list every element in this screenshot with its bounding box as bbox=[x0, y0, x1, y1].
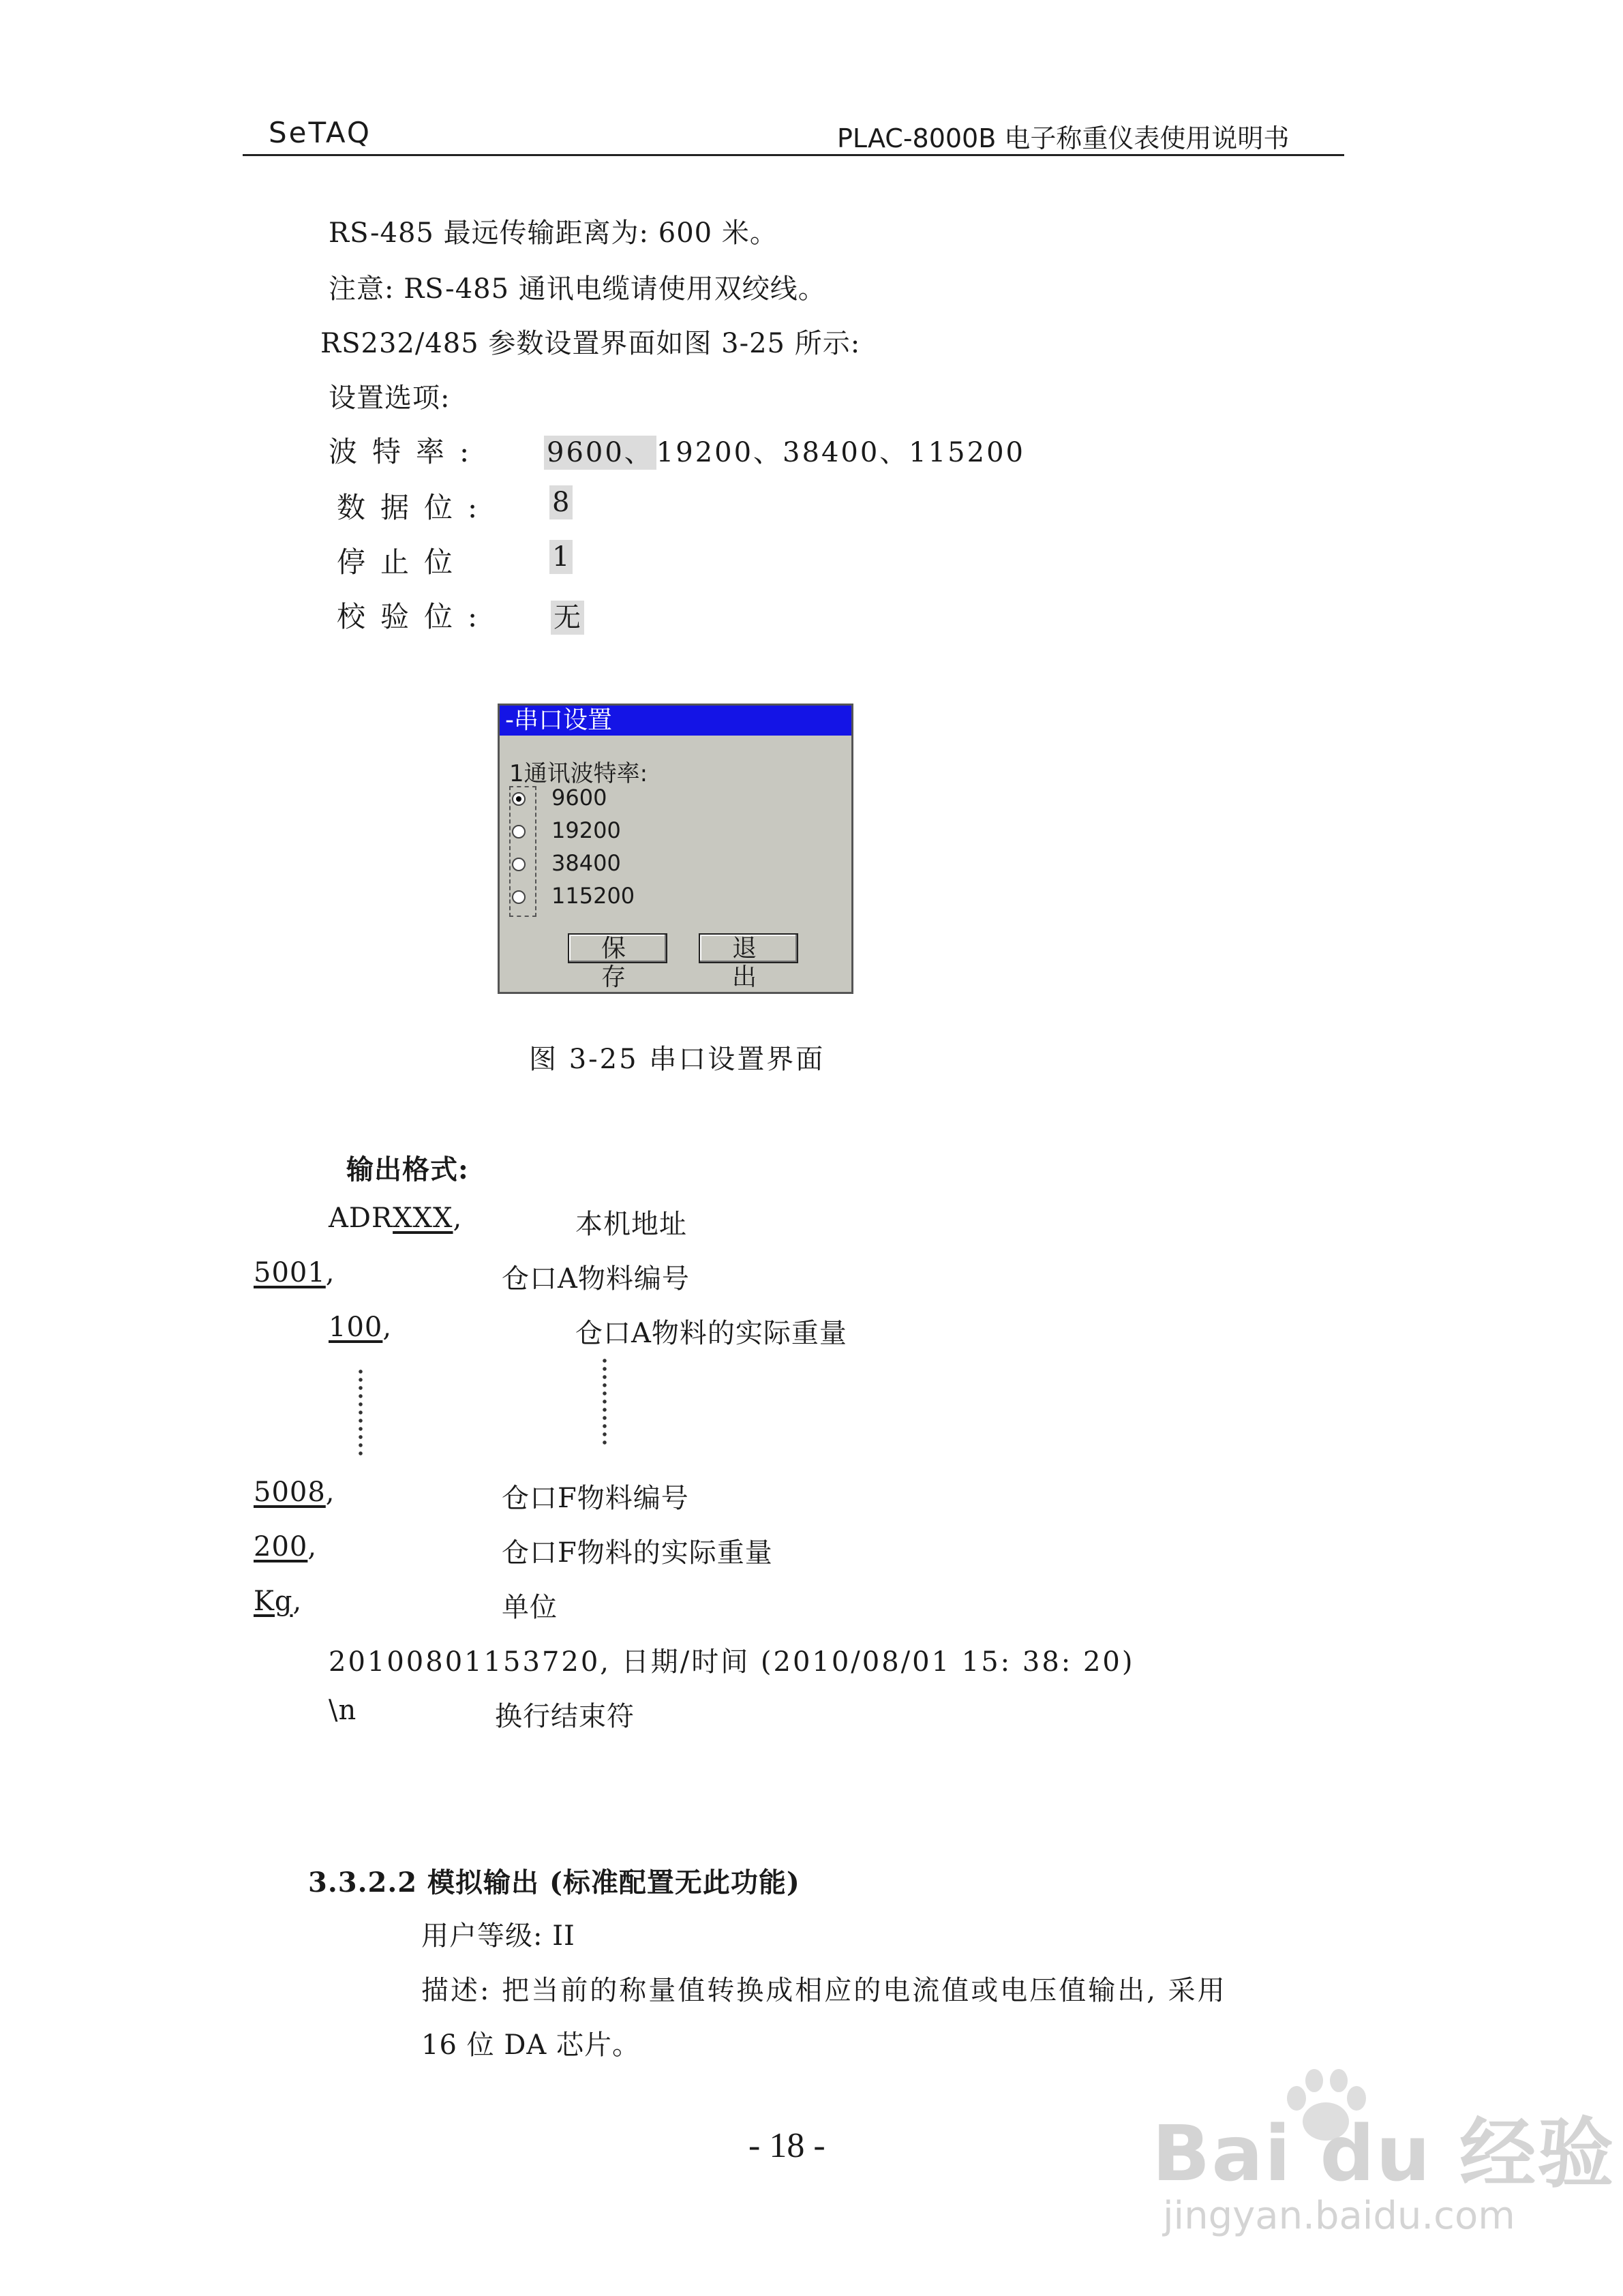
radio-icon[interactable] bbox=[512, 825, 526, 839]
options-heading: 设置选项: bbox=[329, 382, 451, 414]
rs485-distance-text: RS-485 最远传输距离为: 600 米。 bbox=[329, 217, 778, 249]
baud-rate-values bbox=[544, 431, 1025, 470]
format-newline-desc: 换行结束符 bbox=[495, 1701, 635, 1732]
page-number: - 18 - bbox=[748, 2126, 825, 2165]
dialog-prompt: 1通讯波特率: bbox=[509, 760, 648, 787]
interface-intro-text: RS232/485 参数设置界面如图 3-25 所示: bbox=[320, 328, 861, 359]
format-code-kg: Kg, bbox=[254, 1586, 303, 1617]
header-brand: SeTAQ bbox=[269, 116, 371, 149]
stop-bits-label: 停止位 bbox=[337, 545, 468, 579]
format-desc-f-code: 仓口F物料编号 bbox=[502, 1483, 689, 1514]
format-desc-unit: 单位 bbox=[502, 1592, 558, 1623]
format-code-adr: ADRXXX, bbox=[329, 1203, 463, 1234]
data-bits-label: 数据位: bbox=[337, 491, 493, 524]
header-rule bbox=[243, 154, 1344, 156]
format-datetime-line: 20100801153720, 日期/时间 (2010/08/01 15: 38: 20) bbox=[329, 1646, 1135, 1678]
watermark-brand: Bai du 经验 bbox=[1152, 2110, 1616, 2199]
serial-settings-dialog bbox=[498, 704, 853, 994]
save-button[interactable]: 保 存 bbox=[568, 933, 667, 963]
radio-icon[interactable] bbox=[512, 858, 526, 871]
baud-rate-highlighted: 9600、 bbox=[544, 436, 656, 470]
watermark-url: jingyan.baidu.com bbox=[1163, 2194, 1515, 2238]
dialog-title: -串口设置 bbox=[500, 706, 851, 736]
section-desc-line2: 16 位 DA 芯片。 bbox=[421, 2029, 640, 2061]
ellipsis-dots-right bbox=[603, 1357, 607, 1447]
baud-option-115200[interactable]: 115200 bbox=[512, 883, 635, 909]
format-desc-a-code: 仓口A物料编号 bbox=[502, 1263, 690, 1295]
format-desc-a-weight: 仓口A物料的实际重量 bbox=[575, 1318, 847, 1349]
radio-selected-icon[interactable] bbox=[512, 792, 526, 806]
format-code-5008: 5008, bbox=[254, 1477, 335, 1508]
exit-button[interactable]: 退 出 bbox=[699, 933, 798, 963]
parity-value: 无 bbox=[551, 596, 584, 635]
baud-option-9600[interactable]: 9600 bbox=[512, 785, 607, 811]
format-newline-code: \n bbox=[329, 1695, 357, 1726]
format-code-100: 100, bbox=[329, 1312, 393, 1343]
baud-option-38400[interactable]: 38400 bbox=[512, 850, 621, 876]
format-desc-address: 本机地址 bbox=[575, 1209, 687, 1240]
user-level-text: 用户等级: II bbox=[421, 1920, 575, 1952]
stop-bits-value: 1 bbox=[549, 541, 573, 573]
baud-rate-rest: 19200、38400、115200 bbox=[656, 437, 1025, 468]
ellipsis-dots-left bbox=[359, 1368, 363, 1457]
figure-caption: 图 3-25 串口设置界面 bbox=[529, 1044, 825, 1075]
section-heading: 3.3.2.2 模拟输出 (标准配置无此功能) bbox=[308, 1867, 800, 1899]
parity-label: 校验位: bbox=[337, 600, 493, 633]
baud-option-19200[interactable]: 19200 bbox=[512, 817, 621, 843]
rs485-note-text: 注意: RS-485 通讯电缆请使用双绞线。 bbox=[329, 273, 826, 305]
radio-icon[interactable] bbox=[512, 890, 526, 904]
section-desc-line1: 描述: 把当前的称量值转换成相应的电流值或电压值输出, 采用 bbox=[421, 1975, 1227, 2006]
header-doc-title: PLAC-8000B 电子称重仪表使用说明书 bbox=[837, 123, 1290, 153]
output-format-heading: 输出格式: bbox=[346, 1153, 469, 1185]
format-code-200: 200, bbox=[254, 1531, 318, 1562]
format-desc-f-weight: 仓口F物料的实际重量 bbox=[502, 1537, 773, 1569]
baud-rate-label: 波特率: bbox=[329, 435, 485, 468]
format-code-5001: 5001, bbox=[254, 1257, 335, 1288]
data-bits-value: 8 bbox=[549, 487, 573, 518]
